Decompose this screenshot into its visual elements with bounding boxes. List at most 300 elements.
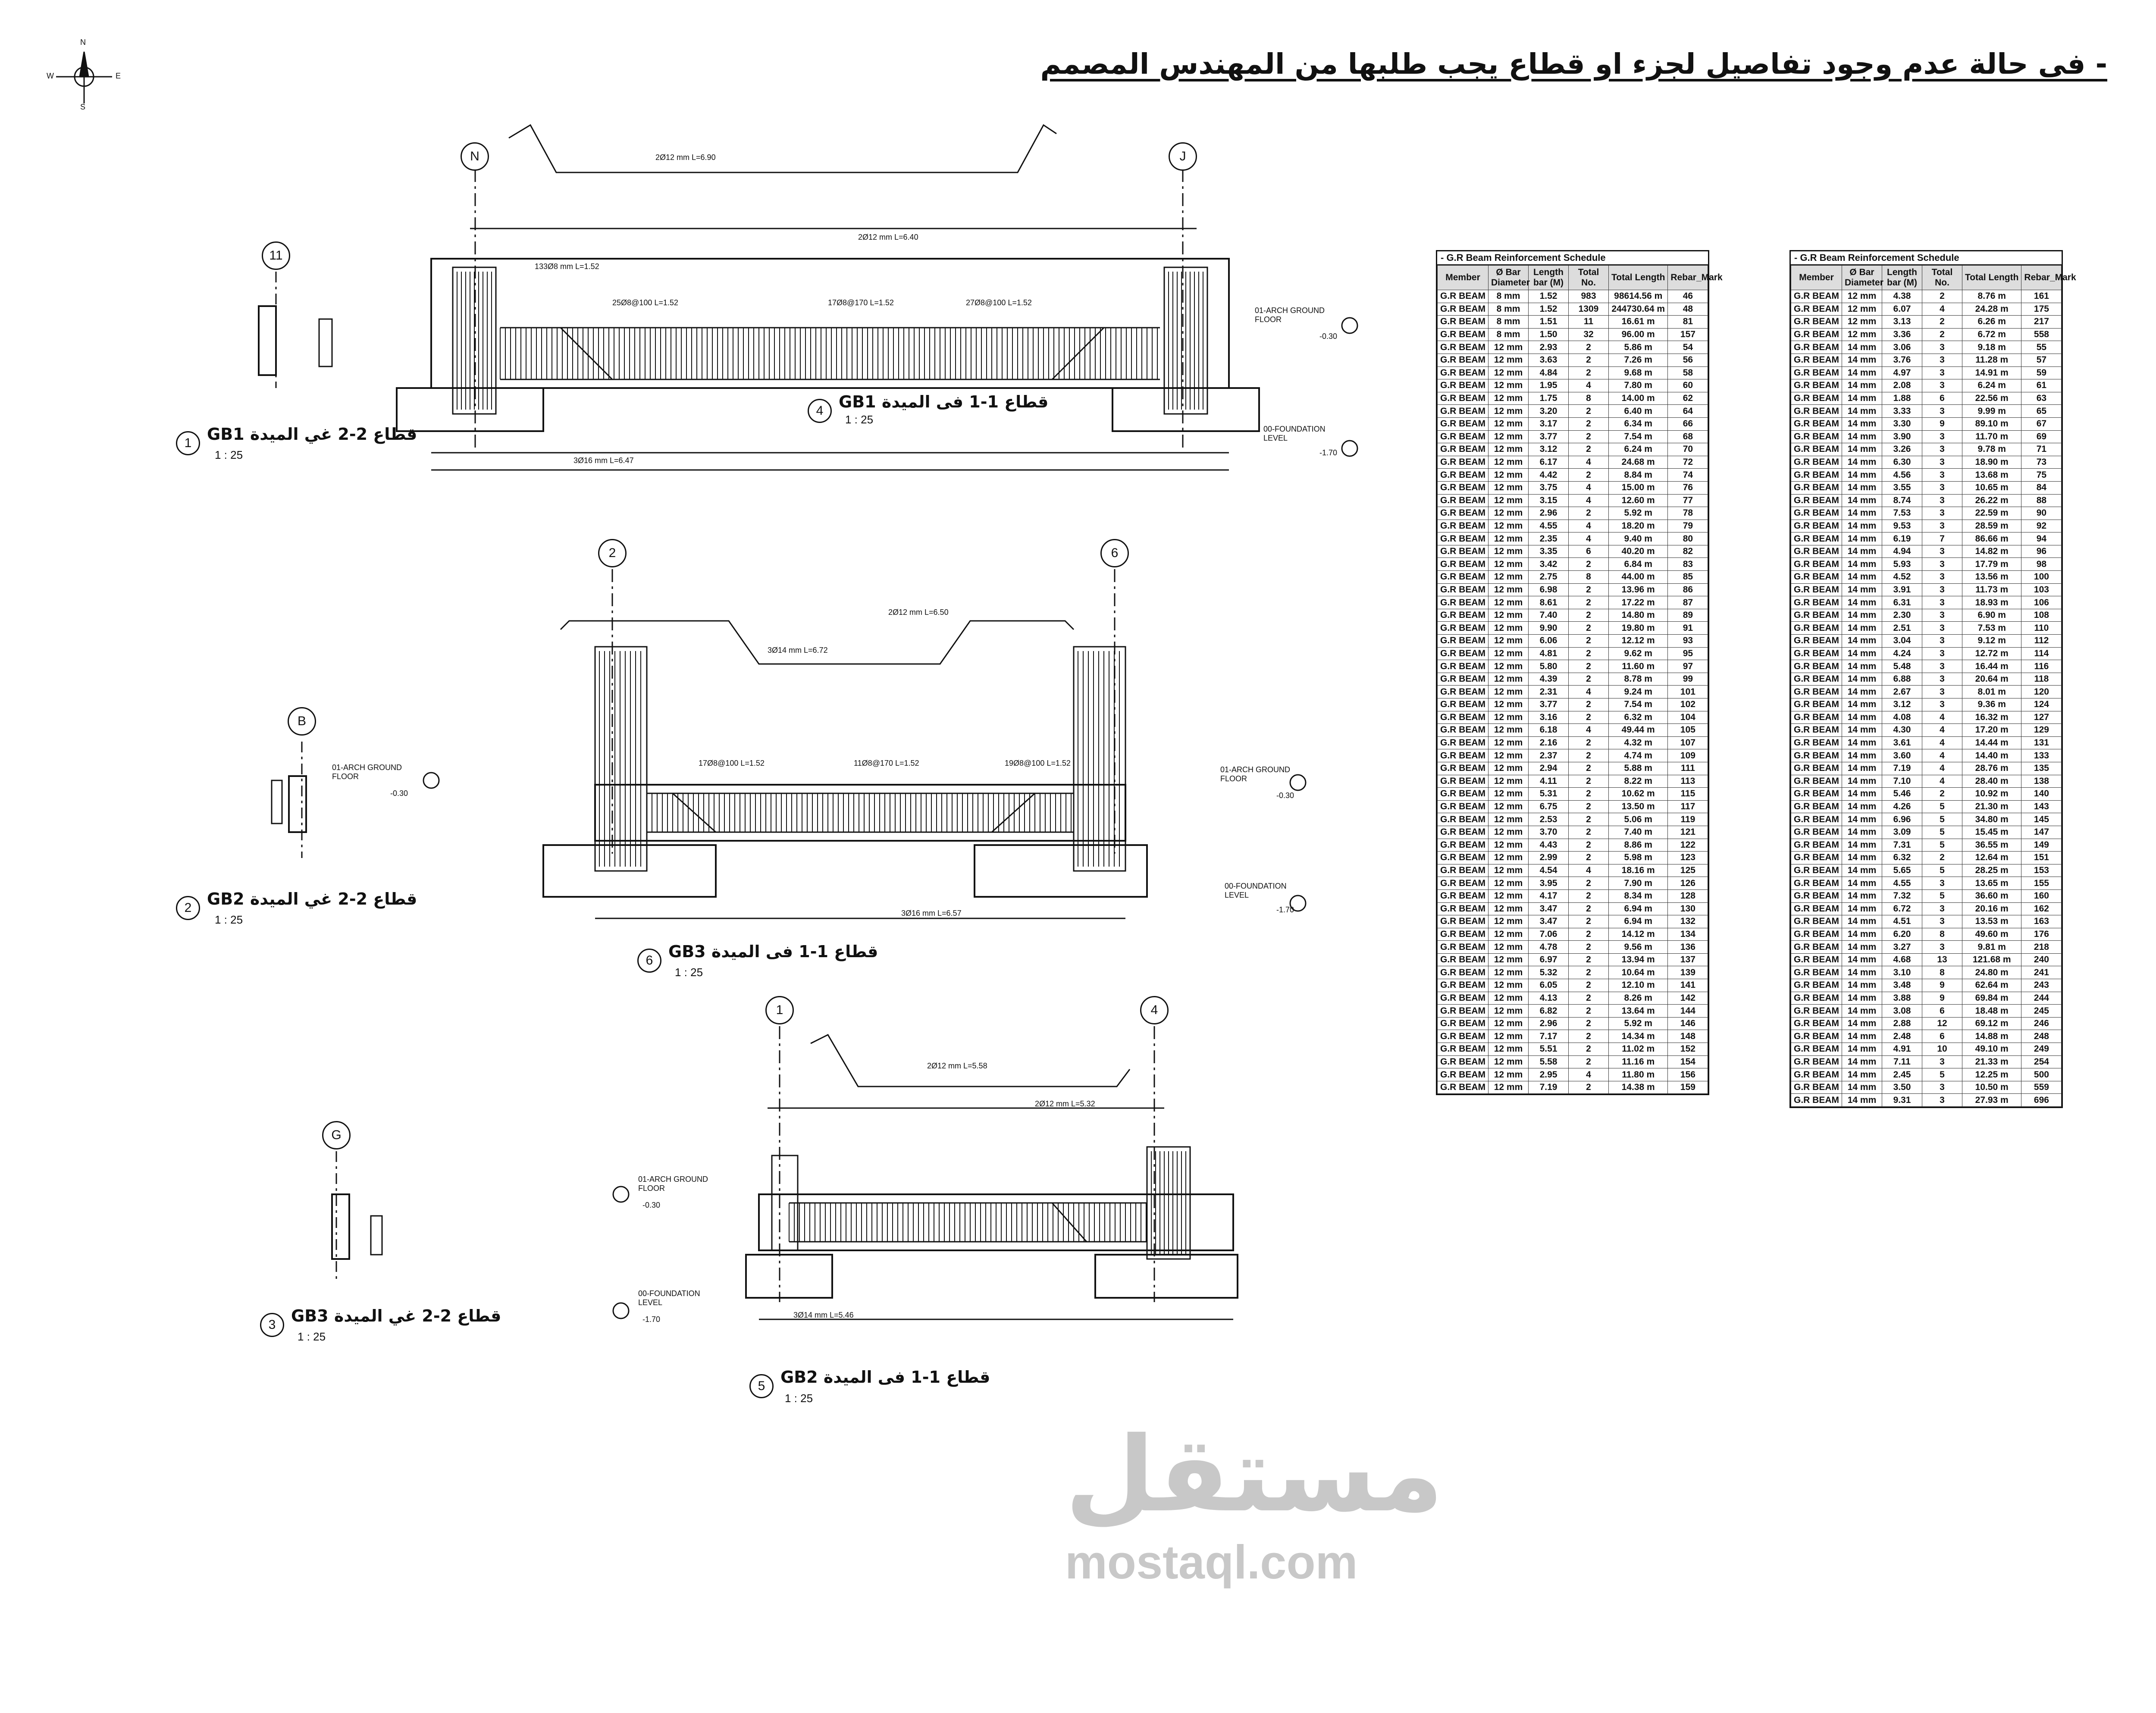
table-cell: G.R BEAM: [1438, 966, 1489, 979]
table-cell: 4.68: [1882, 953, 1922, 966]
table-row: [1438, 417, 1708, 430]
table-cell: G.R BEAM: [1791, 698, 1842, 711]
table-row: [1791, 1081, 2062, 1094]
table-cell: 17.79 m: [1962, 558, 2021, 571]
table-cell: 2.99: [1529, 852, 1569, 864]
table-row: [1438, 864, 1708, 877]
table-cell: 2: [1569, 507, 1609, 520]
table-cell: G.R BEAM: [1791, 1005, 1842, 1018]
table-cell: 14.44 m: [1962, 736, 2021, 749]
table-cell: 62.64 m: [1962, 979, 2021, 992]
table-cell: 21.30 m: [1962, 800, 2021, 813]
table-cell: 2: [1569, 1030, 1609, 1043]
table-row: [1791, 711, 2062, 724]
table-row: [1791, 290, 2062, 303]
level-ground-label: 01-ARCH GROUND FLOOR: [1220, 765, 1291, 783]
table-cell: G.R BEAM: [1791, 686, 1842, 698]
table-cell: G.R BEAM: [1438, 481, 1489, 494]
table-cell: 4: [1569, 481, 1609, 494]
table-cell: 68: [1668, 430, 1708, 443]
table-row: [1791, 583, 2062, 596]
table-cell: 6.72: [1882, 902, 1922, 915]
table-cell: 6.32: [1882, 852, 1922, 864]
table-cell: 20.64 m: [1962, 673, 2021, 686]
table-cell: 2.67: [1882, 686, 1922, 698]
table-cell: 14 mm: [1842, 711, 1882, 724]
table-cell: 69.84 m: [1962, 992, 2021, 1005]
table-cell: 4: [1569, 379, 1609, 392]
table-cell: 19.80 m: [1609, 622, 1668, 635]
table-cell: 123: [1668, 852, 1708, 864]
level-ground-label: 01-ARCH GROUND FLOOR: [638, 1175, 708, 1193]
schedule-column-header: Member: [1791, 266, 1842, 290]
table-row: [1438, 724, 1708, 737]
table-row: [1791, 609, 2062, 622]
table-cell: G.R BEAM: [1438, 316, 1489, 329]
table-cell: 162: [2021, 902, 2062, 915]
table-cell: 2: [1569, 788, 1609, 801]
table-row: [1438, 1068, 1708, 1081]
table-cell: 85: [1668, 571, 1708, 584]
table-cell: 9.36 m: [1962, 698, 2021, 711]
table-cell: 12 mm: [1489, 443, 1529, 456]
table-cell: 241: [2021, 966, 2062, 979]
table-cell: G.R BEAM: [1438, 941, 1489, 954]
table-cell: 12 mm: [1489, 583, 1529, 596]
table-cell: 4.51: [1882, 915, 1922, 928]
table-cell: 60: [1668, 379, 1708, 392]
table-cell: 91: [1668, 622, 1708, 635]
table-cell: 14 mm: [1842, 1055, 1882, 1068]
schedule-column-header: Member: [1438, 266, 1489, 290]
table-cell: 4.52: [1882, 571, 1922, 584]
table-cell: 90: [2021, 507, 2062, 520]
level-ground-value: -0.30: [390, 789, 408, 798]
table-cell: 6.84 m: [1609, 558, 1668, 571]
table-cell: 6.40 m: [1609, 405, 1668, 418]
table-cell: 2: [1569, 966, 1609, 979]
table-cell: 20.16 m: [1962, 902, 2021, 915]
table-cell: 2.31: [1529, 686, 1569, 698]
table-cell: G.R BEAM: [1438, 686, 1489, 698]
table-row: [1438, 1017, 1708, 1030]
table-cell: 14 mm: [1842, 532, 1882, 545]
table-cell: 8.22 m: [1609, 775, 1668, 788]
table-cell: 12 mm: [1489, 456, 1529, 469]
table-row: [1791, 469, 2062, 482]
table-cell: 8.61: [1529, 596, 1569, 609]
table-row: [1438, 736, 1708, 749]
table-cell: 14 mm: [1842, 622, 1882, 635]
table-cell: 16.32 m: [1962, 711, 2021, 724]
table-cell: G.R BEAM: [1438, 826, 1489, 839]
view-title: GB3 قطاع 1-1 فى الميدة: [668, 942, 878, 961]
table-cell: 12 mm: [1489, 571, 1529, 584]
table-cell: 4.56: [1882, 469, 1922, 482]
table-cell: G.R BEAM: [1438, 417, 1489, 430]
table-cell: 1.88: [1882, 392, 1922, 405]
table-cell: 78: [1668, 507, 1708, 520]
table-cell: 84: [2021, 481, 2062, 494]
table-cell: 3: [1922, 354, 1962, 366]
table-cell: 1309: [1569, 303, 1609, 316]
view-title: GB1 قطاع 1-1 فى الميدة: [839, 392, 1049, 411]
table-cell: 14 mm: [1842, 864, 1882, 877]
table-cell: 12 mm: [1489, 711, 1529, 724]
table-cell: G.R BEAM: [1438, 303, 1489, 316]
table-cell: 2: [1569, 889, 1609, 902]
table-cell: 106: [2021, 596, 2062, 609]
table-cell: 2: [1569, 749, 1609, 762]
table-cell: 7.32: [1882, 889, 1922, 902]
table-cell: 12.12 m: [1609, 635, 1668, 648]
table-cell: G.R BEAM: [1438, 1068, 1489, 1081]
table-row: [1791, 902, 2062, 915]
table-cell: 3.12: [1882, 698, 1922, 711]
table-cell: G.R BEAM: [1438, 635, 1489, 648]
level-ground-label: 01-ARCH GROUND FLOOR: [332, 763, 402, 781]
table-row: [1438, 405, 1708, 418]
table-cell: 11.80 m: [1609, 1068, 1668, 1081]
table-cell: 13.64 m: [1609, 1005, 1668, 1018]
table-cell: 12.25 m: [1962, 1068, 2021, 1081]
table-cell: 3.47: [1529, 902, 1569, 915]
table-cell: 129: [2021, 724, 2062, 737]
table-cell: G.R BEAM: [1791, 328, 1842, 341]
table-cell: 2: [1569, 915, 1609, 928]
table-cell: 18.48 m: [1962, 1005, 2021, 1018]
table-cell: 4: [1569, 494, 1609, 507]
table-cell: 4.84: [1529, 366, 1569, 379]
table-cell: 14 mm: [1842, 443, 1882, 456]
table-cell: 6.26 m: [1962, 316, 2021, 329]
table-cell: 6.75: [1529, 800, 1569, 813]
table-cell: 5: [1922, 813, 1962, 826]
table-cell: 176: [2021, 928, 2062, 941]
table-cell: 2: [1569, 635, 1609, 648]
table-cell: 14 mm: [1842, 788, 1882, 801]
table-cell: 58: [1668, 366, 1708, 379]
table-cell: 10.50 m: [1962, 1081, 2021, 1094]
table-cell: 86: [1668, 583, 1708, 596]
table-cell: 9.62 m: [1609, 647, 1668, 660]
table-cell: 12 mm: [1489, 1043, 1529, 1056]
grid-bubble-1: 1: [765, 996, 794, 1024]
table-cell: 3: [1922, 430, 1962, 443]
table-cell: 4.08: [1882, 711, 1922, 724]
table-cell: 9.68 m: [1609, 366, 1668, 379]
table-cell: 5.86 m: [1609, 341, 1668, 354]
table-cell: 12 mm: [1489, 953, 1529, 966]
table-cell: 14 mm: [1842, 979, 1882, 992]
watermark-arabic: مستقل: [1065, 1414, 1444, 1535]
table-row: [1791, 826, 2062, 839]
table-cell: 8.74: [1882, 494, 1922, 507]
table-cell: 6.94 m: [1609, 902, 1668, 915]
compass-w: W: [47, 72, 54, 80]
table-cell: 3: [1922, 558, 1962, 571]
bar-note: 2Ø12 mm L=6.40: [858, 233, 918, 241]
table-cell: 12 mm: [1489, 979, 1529, 992]
table-cell: 3.48: [1882, 979, 1922, 992]
table-cell: G.R BEAM: [1791, 316, 1842, 329]
table-cell: 6.24 m: [1609, 443, 1668, 456]
table-cell: 157: [1668, 328, 1708, 341]
table-cell: 14 mm: [1842, 354, 1882, 366]
table-row: [1438, 532, 1708, 545]
table-cell: 6.72 m: [1962, 328, 2021, 341]
table-row: [1791, 941, 2062, 954]
table-cell: 2: [1569, 583, 1609, 596]
view-title: GB1 قطاع 2-2 غي الميدة: [207, 425, 417, 444]
bar-note: 27Ø8@100 L=1.52: [966, 298, 1032, 307]
table-cell: 108: [2021, 609, 2062, 622]
table-cell: G.R BEAM: [1438, 558, 1489, 571]
rebar-schedule-1: [1436, 250, 1723, 1095]
table-cell: G.R BEAM: [1791, 762, 1842, 775]
table-cell: 3: [1922, 635, 1962, 648]
table-cell: G.R BEAM: [1791, 583, 1842, 596]
table-cell: 5.51: [1529, 1043, 1569, 1056]
table-cell: 12 mm: [1489, 532, 1529, 545]
table-cell: 109: [1668, 749, 1708, 762]
table-cell: 16.61 m: [1609, 316, 1668, 329]
table-cell: 3: [1922, 520, 1962, 532]
table-cell: 146: [1668, 1017, 1708, 1030]
table-row: [1791, 635, 2062, 648]
view-number: 6: [637, 949, 661, 973]
table-cell: 67: [2021, 417, 2062, 430]
table-cell: G.R BEAM: [1791, 520, 1842, 532]
table-cell: 46: [1668, 290, 1708, 303]
table-cell: 101: [1668, 686, 1708, 698]
table-cell: 9: [1922, 992, 1962, 1005]
table-row: [1791, 889, 2062, 902]
table-cell: 159: [1668, 1081, 1708, 1094]
table-cell: 14 mm: [1842, 494, 1882, 507]
table-row: [1791, 852, 2062, 864]
table-cell: 4.54: [1529, 864, 1569, 877]
table-cell: 22.59 m: [1962, 507, 2021, 520]
table-cell: G.R BEAM: [1438, 469, 1489, 482]
table-cell: 118: [2021, 673, 2062, 686]
table-row: [1791, 507, 2062, 520]
table-cell: 28.40 m: [1962, 775, 2021, 788]
table-row: [1791, 966, 2062, 979]
table-row: [1791, 647, 2062, 660]
table-cell: G.R BEAM: [1791, 839, 1842, 852]
table-row: [1438, 609, 1708, 622]
table-cell: 4.17: [1529, 889, 1569, 902]
table-cell: 12 mm: [1489, 775, 1529, 788]
table-cell: 12.64 m: [1962, 852, 2021, 864]
table-cell: 134: [1668, 928, 1708, 941]
table-cell: 127: [2021, 711, 2062, 724]
table-cell: 4: [1569, 1068, 1609, 1081]
table-row: [1438, 928, 1708, 941]
table-row: [1791, 1043, 2062, 1056]
table-cell: 6: [1922, 392, 1962, 405]
table-cell: 2: [1569, 673, 1609, 686]
table-row: [1438, 596, 1708, 609]
table-cell: 6.82: [1529, 1005, 1569, 1018]
table-cell: 4.94: [1882, 545, 1922, 558]
table-cell: 75: [2021, 469, 2062, 482]
table-row: [1438, 826, 1708, 839]
table-cell: G.R BEAM: [1438, 800, 1489, 813]
table-row: [1791, 456, 2062, 469]
table-cell: 24.28 m: [1962, 303, 2021, 316]
table-cell: 12 mm: [1489, 379, 1529, 392]
table-cell: 12.10 m: [1609, 979, 1668, 992]
level-foundation-label: 00-FOUNDATION LEVEL: [1225, 882, 1287, 899]
table-cell: 2: [1569, 711, 1609, 724]
table-cell: 8.86 m: [1609, 839, 1668, 852]
table-cell: 5: [1922, 1068, 1962, 1081]
table-cell: 12 mm: [1489, 545, 1529, 558]
table-cell: 160: [2021, 889, 2062, 902]
table-cell: 7.17: [1529, 1030, 1569, 1043]
table-row: [1791, 1094, 2062, 1107]
table-cell: 2: [1569, 469, 1609, 482]
table-cell: 9.12 m: [1962, 635, 2021, 648]
table-cell: 3: [1922, 902, 1962, 915]
table-cell: G.R BEAM: [1791, 1055, 1842, 1068]
table-cell: 155: [2021, 877, 2062, 890]
table-cell: 6.07: [1882, 303, 1922, 316]
table-cell: 6.34 m: [1609, 417, 1668, 430]
table-cell: 4: [1922, 736, 1962, 749]
table-cell: 4.55: [1529, 520, 1569, 532]
table-cell: G.R BEAM: [1438, 852, 1489, 864]
table-cell: 8: [1922, 928, 1962, 941]
table-row: [1438, 762, 1708, 775]
table-cell: 22.56 m: [1962, 392, 2021, 405]
table-cell: 12 mm: [1489, 1055, 1529, 1068]
table-cell: 12.72 m: [1962, 647, 2021, 660]
table-cell: G.R BEAM: [1791, 366, 1842, 379]
table-cell: G.R BEAM: [1791, 405, 1842, 418]
table-cell: 14 mm: [1842, 366, 1882, 379]
table-cell: 12 mm: [1842, 328, 1882, 341]
table-cell: 3.77: [1529, 698, 1569, 711]
table-row: [1791, 864, 2062, 877]
table-cell: 71: [2021, 443, 2062, 456]
table-cell: 2: [1569, 609, 1609, 622]
table-cell: 40.20 m: [1609, 545, 1668, 558]
table-row: [1791, 443, 2062, 456]
table-row: [1791, 379, 2062, 392]
table-cell: 2: [1569, 1081, 1609, 1094]
table-cell: 175: [2021, 303, 2062, 316]
table-cell: 14 mm: [1842, 647, 1882, 660]
table-cell: 3.13: [1882, 316, 1922, 329]
schedule-column-header: Length bar (M): [1529, 266, 1569, 290]
table-cell: 3: [1922, 456, 1962, 469]
table-cell: 6.05: [1529, 979, 1569, 992]
table-cell: 6.94 m: [1609, 915, 1668, 928]
table-cell: 2.48: [1882, 1030, 1922, 1043]
schedule-column-header: Total Length: [1962, 266, 2021, 290]
view-scale: 1 : 25: [675, 966, 703, 979]
table-row: [1791, 1005, 2062, 1018]
table-cell: 2.35: [1529, 532, 1569, 545]
table-cell: 12 mm: [1489, 749, 1529, 762]
table-cell: 151: [2021, 852, 2062, 864]
table-cell: 143: [2021, 800, 2062, 813]
table-cell: 5: [1922, 800, 1962, 813]
level-ground-label: 01-ARCH GROUND FLOOR: [1255, 306, 1325, 324]
table-cell: 5: [1922, 839, 1962, 852]
table-cell: 254: [2021, 1055, 2062, 1068]
table-cell: 2: [1569, 852, 1609, 864]
table-cell: G.R BEAM: [1791, 481, 1842, 494]
table-cell: 12 mm: [1489, 392, 1529, 405]
table-cell: 3.88: [1882, 992, 1922, 1005]
table-cell: 2: [1569, 354, 1609, 366]
view-title: GB2 قطاع 2-2 غي الميدة: [207, 889, 417, 908]
table-cell: G.R BEAM: [1438, 762, 1489, 775]
table-cell: 12 mm: [1489, 813, 1529, 826]
table-cell: 2: [1922, 852, 1962, 864]
table-cell: G.R BEAM: [1438, 698, 1489, 711]
table-cell: 9.24 m: [1609, 686, 1668, 698]
table-cell: 5.92 m: [1609, 1017, 1668, 1030]
table-cell: 14 mm: [1842, 1005, 1882, 1018]
table-cell: G.R BEAM: [1791, 507, 1842, 520]
table-row: [1791, 520, 2062, 532]
table-row: [1791, 1068, 2062, 1081]
table-cell: 28.76 m: [1962, 762, 2021, 775]
table-cell: G.R BEAM: [1438, 1055, 1489, 1068]
table-cell: 5.48: [1882, 660, 1922, 673]
table-row: [1791, 366, 2062, 379]
table-cell: 14 mm: [1842, 1030, 1882, 1043]
grid-bubble-2: 2: [598, 539, 627, 567]
table-cell: 12 mm: [1489, 596, 1529, 609]
table-cell: 6.06: [1529, 635, 1569, 648]
table-cell: 133: [2021, 749, 2062, 762]
table-cell: G.R BEAM: [1438, 979, 1489, 992]
table-cell: 8.84 m: [1609, 469, 1668, 482]
table-cell: 2: [1569, 762, 1609, 775]
table-cell: 5.88 m: [1609, 762, 1668, 775]
table-cell: 12 mm: [1489, 839, 1529, 852]
table-cell: G.R BEAM: [1438, 889, 1489, 902]
table-cell: 14 mm: [1842, 826, 1882, 839]
view-scale: 1 : 25: [845, 413, 874, 426]
table-cell: G.R BEAM: [1791, 966, 1842, 979]
table-cell: 12 mm: [1489, 966, 1529, 979]
table-row: [1791, 341, 2062, 354]
table-cell: 8.78 m: [1609, 673, 1668, 686]
table-cell: 122: [1668, 839, 1708, 852]
grid-bubble-11: 11: [262, 241, 290, 270]
table-cell: 114: [2021, 647, 2062, 660]
bar-note: 3Ø14 mm L=6.72: [768, 646, 828, 655]
table-cell: 95: [1668, 647, 1708, 660]
table-cell: G.R BEAM: [1438, 915, 1489, 928]
table-cell: 14 mm: [1842, 558, 1882, 571]
table-cell: G.R BEAM: [1791, 532, 1842, 545]
table-row: [1438, 1043, 1708, 1056]
table-cell: 12 mm: [1489, 762, 1529, 775]
table-cell: 3.55: [1882, 481, 1922, 494]
table-row: [1438, 1030, 1708, 1043]
table-cell: 92: [2021, 520, 2062, 532]
table-cell: 3: [1922, 596, 1962, 609]
table-cell: G.R BEAM: [1791, 1094, 1842, 1107]
